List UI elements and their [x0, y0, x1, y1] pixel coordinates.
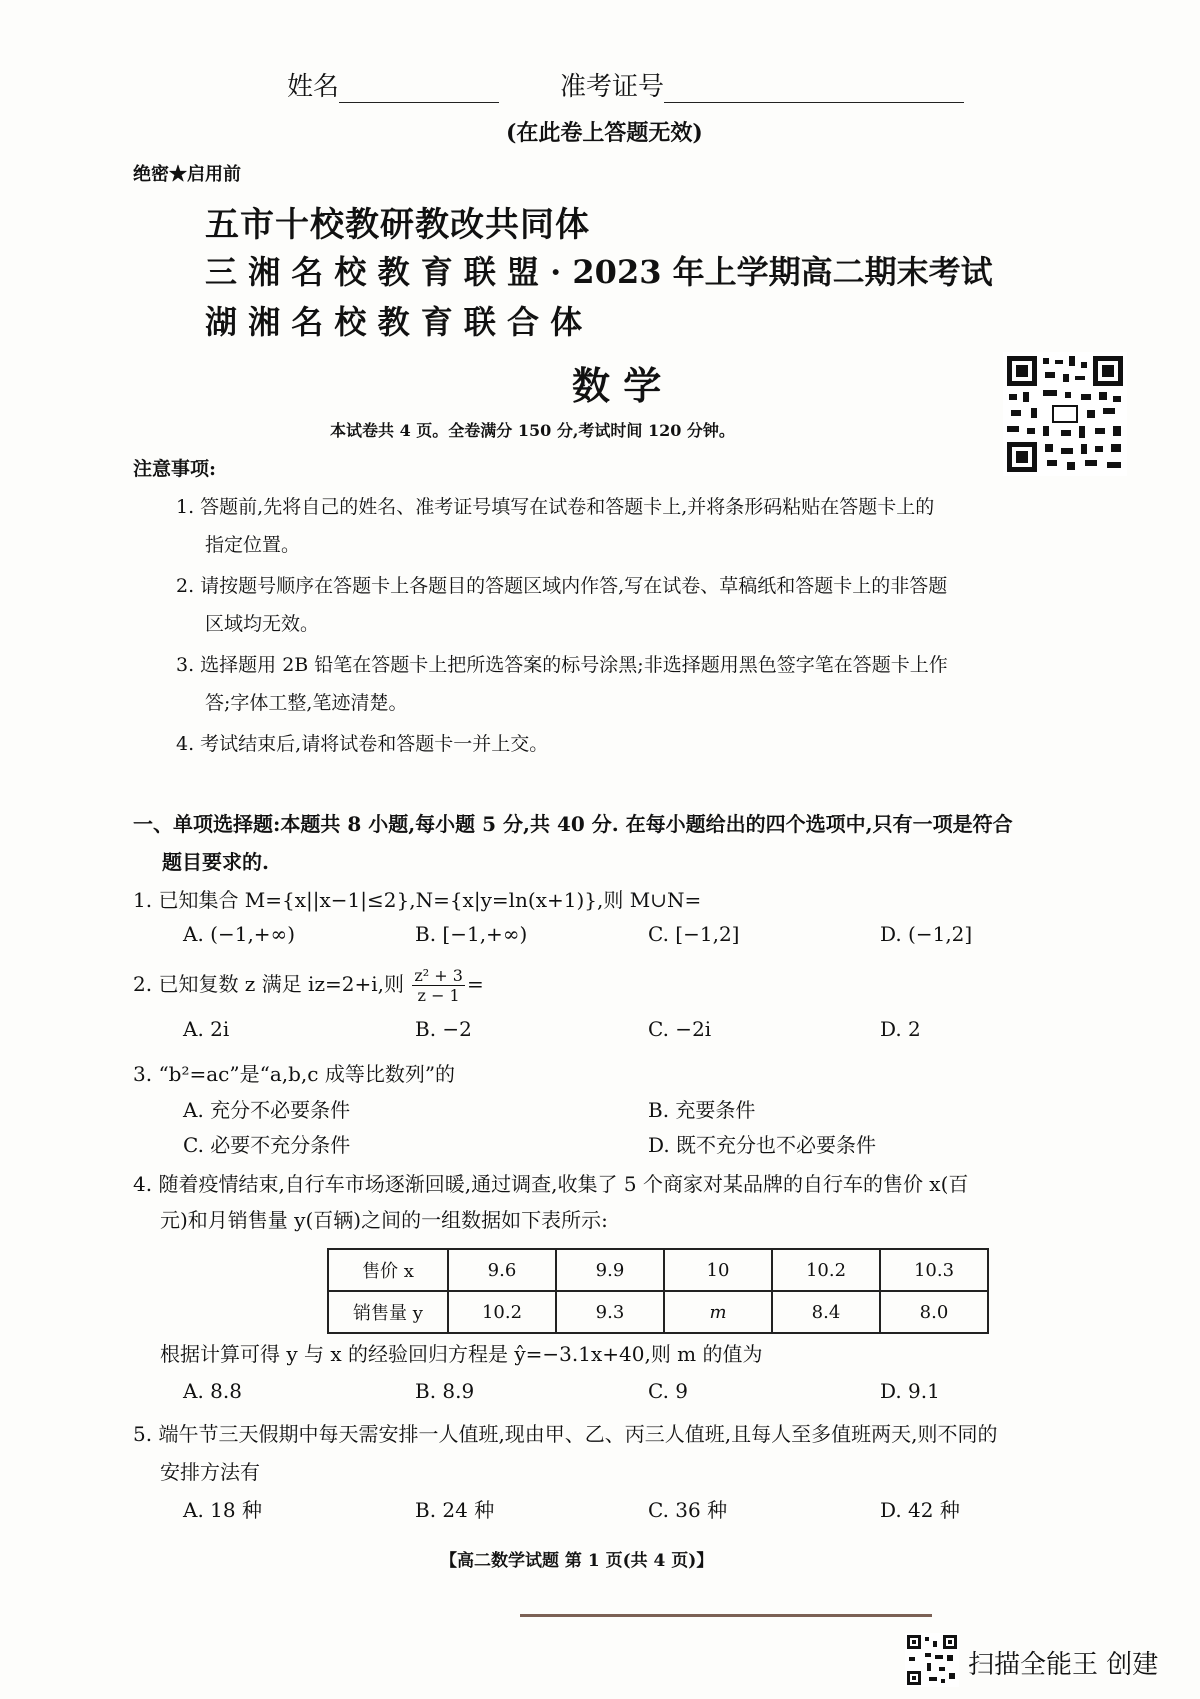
subject-title: 数 学	[572, 363, 662, 408]
q2-option-d: D. 2	[880, 1017, 921, 1041]
q3-option-d: D. 既不充分也不必要条件	[648, 1133, 877, 1157]
q5-option-a: A. 18 种	[183, 1498, 262, 1522]
table-cell: 9.9	[556, 1249, 664, 1291]
q5-option-c: C. 36 种	[648, 1498, 728, 1522]
id-blank	[664, 102, 964, 103]
scan-edge-divider	[520, 1614, 932, 1617]
sales-table	[327, 1248, 989, 1334]
name-row	[287, 66, 499, 103]
id-row	[560, 66, 964, 103]
note-item: 指定位置。	[205, 534, 301, 556]
q2-fraction-denominator: z − 1	[417, 986, 460, 1005]
table-row	[328, 1249, 988, 1291]
q3-option-b: B. 充要条件	[648, 1098, 756, 1122]
q4-option-b: B. 8.9	[415, 1379, 475, 1403]
table-cell: 销售量 y	[328, 1291, 448, 1333]
q4-option-a: A. 8.8	[183, 1379, 242, 1403]
table-cell: 10.2	[448, 1291, 556, 1333]
exam-info: 本试卷共 4 页。全卷满分 150 分,考试时间 120 分钟。	[330, 421, 735, 440]
table-cell: 8.0	[880, 1291, 988, 1333]
table-cell: 9.3	[556, 1291, 664, 1333]
org-line-2: 三 湘 名 校 教 育 联 盟 · 2023 年上学期高二期末考试	[205, 253, 993, 291]
watermark-qr-icon	[905, 1633, 959, 1687]
section-title-line-2: 题目要求的.	[162, 850, 269, 874]
q4-stem-line-1: 4. 随着疫情结束,自行车市场逐渐回暖,通过调查,收集了 5 个商家对某品牌的自行车的售价 x(百	[133, 1172, 969, 1196]
q4-after-table: 根据计算可得 y 与 x 的经验回归方程是 ŷ=−3.1x+40,则 m 的值为	[160, 1342, 763, 1366]
id-label: 准考证号	[560, 72, 665, 102]
q4-option-d: D. 9.1	[880, 1379, 940, 1403]
invalid-note: (在此卷上答题无效)	[506, 120, 703, 146]
table-cell: 10.2	[772, 1249, 880, 1291]
note-item: 4. 考试结束后,请将试卷和答题卡一并上交。	[176, 733, 549, 755]
table-cell: 9.6	[448, 1249, 556, 1291]
q1-option-b: B. [−1,+∞)	[415, 922, 528, 946]
name-blank	[339, 102, 499, 103]
q5-stem-line-2: 安排方法有	[160, 1460, 260, 1484]
q2-option-a: A. 2i	[183, 1017, 230, 1041]
org-line-1: 五市十校教研教改共同体	[205, 205, 590, 245]
notes-title: 注意事项:	[133, 458, 217, 480]
q1-option-d: D. (−1,2]	[880, 922, 973, 946]
q3-option-a: A. 充分不必要条件	[183, 1098, 351, 1122]
q5-option-d: D. 42 种	[880, 1498, 960, 1522]
q1-stem: 1. 已知集合 M={x||x−1|≤2},N={x|y=ln(x+1)},则 M∪N=	[133, 888, 702, 912]
qr-code-icon	[1003, 352, 1127, 476]
q3-stem: 3. “b²=ac”是“a,b,c 成等比数列”的	[133, 1062, 456, 1086]
q2-option-c: C. −2i	[648, 1017, 712, 1041]
q2-equals: =	[466, 972, 484, 996]
q1-option-a: A. (−1,+∞)	[183, 922, 296, 946]
q1-option-c: C. [−1,2]	[648, 922, 740, 946]
table-row	[328, 1291, 988, 1333]
table-cell: 8.4	[772, 1291, 880, 1333]
q2-stem	[133, 966, 484, 1005]
q2-stem-text: 2. 已知复数 z 满足 iz=2+i,则	[133, 972, 404, 996]
q5-option-b: B. 24 种	[415, 1498, 495, 1522]
table-cell: 10.3	[880, 1249, 988, 1291]
note-item: 区域均无效。	[205, 613, 320, 635]
q2-option-b: B. −2	[415, 1017, 472, 1041]
table-cell: 10	[664, 1249, 772, 1291]
section-title-line-1: 一、单项选择题:本题共 8 小题,每小题 5 分,共 40 分. 在每小题给出的四个选项中,只有一项是符合	[133, 812, 1013, 836]
scanner-watermark-text: 扫描全能王 创建	[968, 1650, 1159, 1680]
name-label: 姓名	[287, 72, 340, 102]
page-footer: 【高二数学试题 第 1 页(共 4 页)】	[440, 1551, 714, 1571]
q4-option-c: C. 9	[648, 1379, 689, 1403]
q4-stem-line-2: 元)和月销售量 y(百辆)之间的一组数据如下表所示:	[160, 1208, 608, 1232]
note-item: 1. 答题前,先将自己的姓名、准考证号填写在试卷和答题卡上,并将条形码粘贴在答题卡上的	[176, 496, 935, 518]
note-item: 答;字体工整,笔迹清楚。	[205, 692, 408, 714]
note-item: 3. 选择题用 2B 铅笔在答题卡上把所选答案的标号涂黑;非选择题用黑色签字笔在答题卡上作	[176, 654, 948, 676]
q3-option-c: C. 必要不充分条件	[183, 1133, 351, 1157]
table-cell: m	[664, 1291, 772, 1333]
q2-fraction	[412, 966, 465, 1005]
org-line-3: 湖 湘 名 校 教 育 联 合 体	[205, 303, 583, 341]
note-item: 2. 请按题号顺序在答题卡上各题目的答题区域内作答,写在试卷、草稿纸和答题卡上的非答题	[176, 575, 948, 597]
q5-stem-line-1: 5. 端午节三天假期中每天需安排一人值班,现由甲、乙、丙三人值班,且每人至多值班两天,则不同的	[133, 1422, 998, 1446]
q2-fraction-numerator: z² + 3	[414, 966, 463, 985]
table-cell: 售价 x	[328, 1249, 448, 1291]
secret-label: 绝密★启用前	[133, 164, 241, 185]
